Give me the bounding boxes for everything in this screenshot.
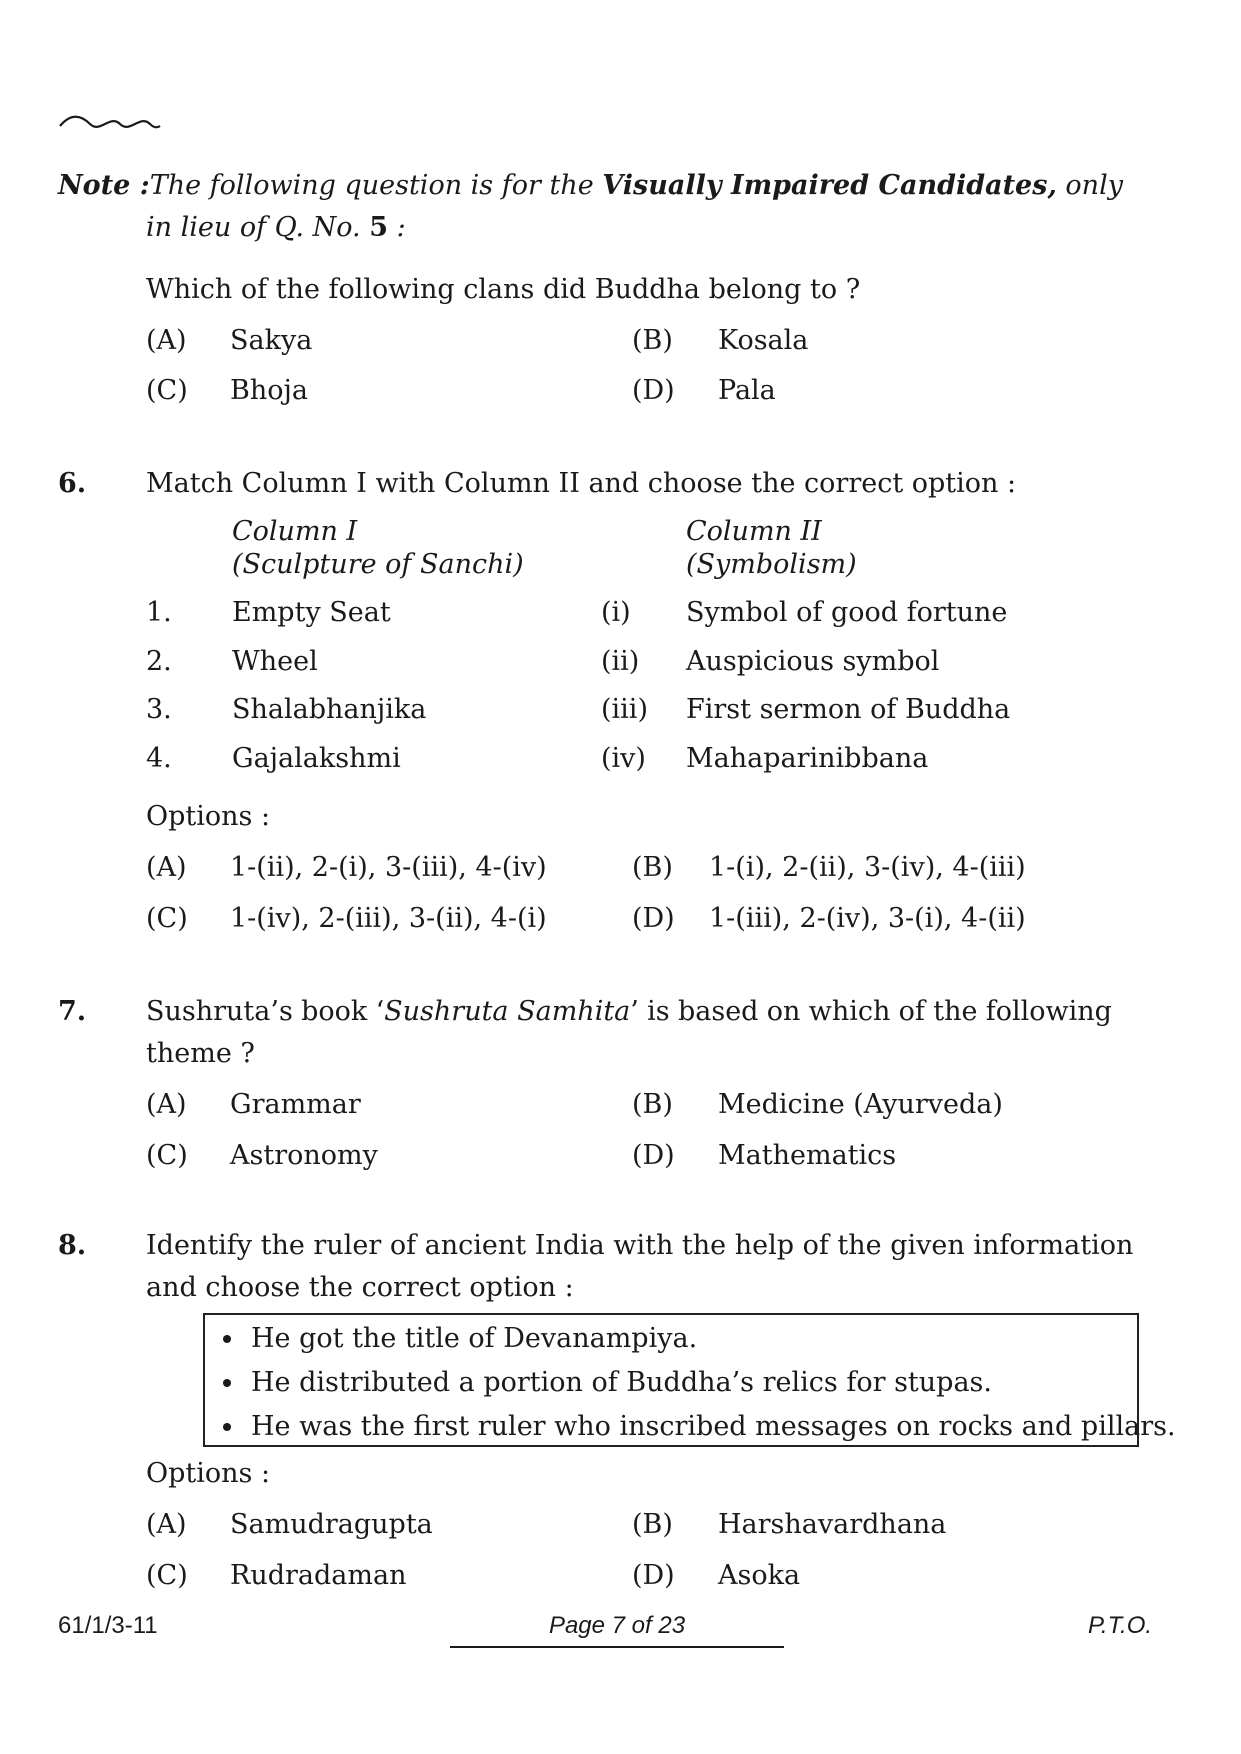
paper-code: 61/1/3-11 bbox=[58, 1612, 158, 1639]
q7-word: the bbox=[933, 996, 978, 1027]
q6-option-d-text: 1-(iii), 2-(iv), 3-(i), 4-(ii) bbox=[709, 903, 1026, 934]
q7-word: Sushruta’s bbox=[146, 996, 293, 1027]
question-7-number: 7. bbox=[58, 996, 87, 1027]
note-option-a-label: (A) bbox=[146, 325, 187, 356]
q8-option-c-text: Rudradaman bbox=[230, 1560, 407, 1591]
q6-option-c-text: 1-(iv), 2-(iii), 3-(ii), 4-(i) bbox=[230, 903, 547, 934]
q7-word: following bbox=[985, 996, 1112, 1027]
bullet-icon bbox=[223, 1335, 231, 1343]
note-lieu-text: in lieu of Q. No. bbox=[146, 212, 370, 243]
match-row-2-item: Wheel bbox=[232, 646, 318, 677]
q7-option-d-text: Mathematics bbox=[718, 1140, 897, 1171]
q8-option-d-label: (D) bbox=[632, 1560, 675, 1591]
q7-option-b-text: Medicine (Ayurveda) bbox=[718, 1089, 1003, 1120]
q8-option-a-label: (A) bbox=[146, 1509, 187, 1540]
wave-ornament-icon bbox=[58, 112, 162, 134]
question-8-line-1: Identify the ruler of ancient India with the help of the given information bbox=[146, 1230, 1134, 1261]
q6-option-b-text: 1-(i), 2-(ii), 3-(iv), 4-(iii) bbox=[709, 852, 1026, 883]
q8-option-c-label: (C) bbox=[146, 1560, 188, 1591]
note-line-2 bbox=[146, 211, 406, 245]
question-7-line-2: theme ? bbox=[146, 1038, 255, 1069]
note-bold-text: Visually Impaired Candidates, bbox=[602, 170, 1057, 201]
pto-marker: P.T.O. bbox=[1088, 1612, 1153, 1639]
q7-word: of bbox=[898, 996, 925, 1027]
note-option-c-text: Bhoja bbox=[230, 375, 308, 406]
match-row-1-item: Empty Seat bbox=[232, 597, 391, 628]
match-row-4-item: Gajalakshmi bbox=[232, 743, 401, 774]
note-qno: 5 bbox=[369, 212, 388, 243]
page-number-underline bbox=[450, 1646, 784, 1648]
match-row-1-roman: (i) bbox=[601, 597, 631, 628]
match-row-4-number: 4. bbox=[146, 743, 172, 774]
question-6-text: Match Column I with Column II and choose the correct option : bbox=[146, 468, 1017, 499]
bullet-icon bbox=[223, 1379, 231, 1387]
q7-option-d-label: (D) bbox=[632, 1140, 675, 1171]
q7-title-word: ‘Sushruta Samhita’ bbox=[375, 996, 639, 1027]
match-row-3-roman: (iii) bbox=[601, 694, 648, 725]
q7-option-a-label: (A) bbox=[146, 1089, 187, 1120]
question-8-line-2: and choose the correct option : bbox=[146, 1272, 574, 1303]
page-number: Page 7 of 23 bbox=[548, 1612, 686, 1639]
q7-word: which bbox=[808, 996, 891, 1027]
column-2-title: Column II bbox=[686, 516, 822, 547]
q8-option-b-text: Harshavardhana bbox=[718, 1509, 947, 1540]
match-row-3-number: 3. bbox=[146, 694, 172, 725]
match-row-2-roman: (ii) bbox=[601, 646, 640, 677]
q7-option-b-label: (B) bbox=[632, 1089, 673, 1120]
note-option-d-label: (D) bbox=[632, 375, 675, 406]
match-row-4-symbol: Mahaparinibbana bbox=[686, 743, 929, 774]
q7-option-a-text: Grammar bbox=[230, 1089, 361, 1120]
q6-option-c-label: (C) bbox=[146, 903, 188, 934]
q7-option-c-label: (C) bbox=[146, 1140, 188, 1171]
q6-option-a-text: 1-(ii), 2-(i), 3-(iii), 4-(iv) bbox=[230, 852, 547, 883]
match-row-3-symbol: First sermon of Buddha bbox=[686, 694, 1011, 725]
note-option-d-text: Pala bbox=[718, 375, 776, 406]
q6-option-d-label: (D) bbox=[632, 903, 675, 934]
q6-option-a-label: (A) bbox=[146, 852, 187, 883]
q7-word: is bbox=[647, 996, 670, 1027]
question-8-number: 8. bbox=[58, 1230, 87, 1261]
match-row-1-number: 1. bbox=[146, 597, 172, 628]
q8-option-a-text: Samudragupta bbox=[230, 1509, 433, 1540]
q7-word: book bbox=[301, 996, 368, 1027]
note-option-c-label: (C) bbox=[146, 375, 188, 406]
q7-word: based bbox=[677, 996, 759, 1027]
note-option-b-text: Kosala bbox=[718, 325, 809, 356]
bullet-icon bbox=[223, 1423, 231, 1431]
question-6-number: 6. bbox=[58, 468, 87, 499]
column-1-subtitle: (Sculpture of Sanchi) bbox=[232, 549, 524, 580]
q6-option-b-label: (B) bbox=[632, 852, 673, 883]
match-row-2-symbol: Auspicious symbol bbox=[686, 646, 940, 677]
info-bullet-1: He got the title of Devanampiya. bbox=[251, 1323, 698, 1354]
note-line-1 bbox=[58, 169, 1123, 203]
info-bullet-3: He was the first ruler who inscribed messages on rocks and pillars. bbox=[251, 1411, 1176, 1442]
note-colon: : bbox=[387, 212, 406, 243]
info-bullet-2: He distributed a portion of Buddha’s relics for stupas. bbox=[251, 1367, 992, 1398]
q8-option-d-text: Asoka bbox=[718, 1560, 801, 1591]
note-option-b-label: (B) bbox=[632, 325, 673, 356]
match-row-1-symbol: Symbol of good fortune bbox=[686, 597, 1008, 628]
note-label: Note : bbox=[58, 170, 150, 201]
column-1-title: Column I bbox=[232, 516, 358, 547]
note-text: The following question is for the bbox=[149, 170, 603, 201]
note-option-a-text: Sakya bbox=[230, 325, 313, 356]
column-2-subtitle: (Symbolism) bbox=[686, 549, 857, 580]
note-text-tail: only bbox=[1056, 170, 1123, 201]
q7-word: on bbox=[766, 996, 801, 1027]
q8-options-label: Options : bbox=[146, 1458, 271, 1489]
q7-book-title: Sushruta Samhita bbox=[384, 996, 631, 1027]
note-question: Which of the following clans did Buddha belong to ? bbox=[146, 274, 861, 305]
q7-option-c-text: Astronomy bbox=[230, 1140, 378, 1171]
q8-option-b-label: (B) bbox=[632, 1509, 673, 1540]
q6-options-label: Options : bbox=[146, 801, 271, 832]
match-row-4-roman: (iv) bbox=[601, 743, 646, 774]
match-row-2-number: 2. bbox=[146, 646, 172, 677]
question-7-line-1 bbox=[146, 995, 1112, 1029]
match-row-3-item: Shalabhanjika bbox=[232, 694, 427, 725]
